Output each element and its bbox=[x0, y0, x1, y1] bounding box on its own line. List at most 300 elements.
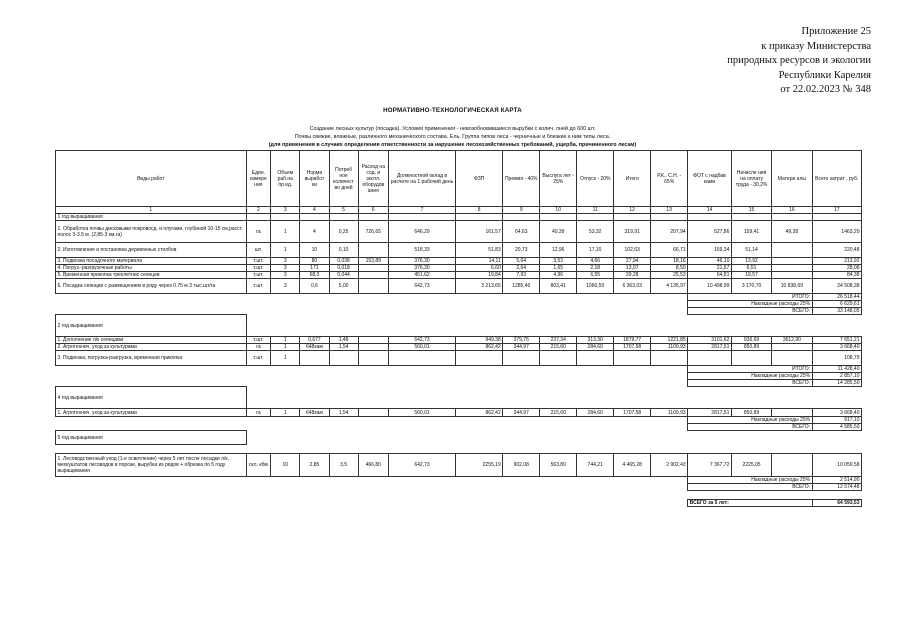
cell-unit: т.шт. bbox=[246, 265, 271, 272]
empty-cell bbox=[614, 387, 651, 409]
cell-vac: 284,60 bbox=[577, 344, 614, 351]
spacer-row bbox=[56, 445, 862, 454]
column-number: 13 bbox=[651, 207, 688, 214]
year-label: 2 год выращивания bbox=[56, 315, 247, 337]
empty-cell bbox=[329, 214, 358, 221]
cell-mat bbox=[772, 344, 812, 351]
cell-exp bbox=[358, 344, 388, 351]
cell-vac: 6,55 bbox=[577, 272, 614, 279]
document-title: НОРМАТИВНО-ТЕХНОЛОГИЧЕСКАЯ КАРТА bbox=[383, 107, 522, 114]
table-row bbox=[56, 221, 862, 243]
cell-norm bbox=[300, 351, 329, 366]
empty-cell bbox=[688, 387, 732, 409]
empty-cell bbox=[577, 387, 614, 409]
empty-cell bbox=[688, 315, 732, 337]
cell-tot: 27,94 bbox=[614, 258, 651, 265]
cell-mat bbox=[772, 454, 812, 477]
cell-rk: 207,94 bbox=[651, 221, 688, 243]
column-number: 9 bbox=[503, 207, 540, 214]
column-number: 3 bbox=[271, 207, 300, 214]
cell-mat bbox=[772, 265, 812, 272]
empty-cell bbox=[358, 214, 388, 221]
table-row bbox=[56, 344, 862, 351]
empty-cell bbox=[246, 315, 271, 337]
cell-bonus: 5,64 bbox=[503, 258, 540, 265]
overhead-row bbox=[56, 373, 862, 380]
cell-rk: 8,50 bbox=[651, 265, 688, 272]
empty-cell bbox=[388, 315, 455, 337]
cell-sen: 3,53 bbox=[540, 258, 577, 265]
cell-sum: 213,92 bbox=[812, 258, 861, 265]
cell-exp bbox=[358, 265, 388, 272]
spacer-row bbox=[56, 491, 862, 500]
empty-cell bbox=[651, 387, 688, 409]
empty-cell bbox=[731, 214, 771, 221]
cell-vac bbox=[577, 351, 614, 366]
cell-exp bbox=[358, 279, 388, 294]
cell-name: 5. Временная прикопка трехлетних сеянцев bbox=[56, 272, 247, 279]
cell-exp bbox=[358, 272, 388, 279]
empty-cell bbox=[358, 431, 388, 445]
cell-acc: 936,69 bbox=[731, 337, 771, 344]
itogo-row-label: ИТОГО: bbox=[688, 294, 812, 301]
spacer-cell bbox=[56, 424, 688, 431]
column-number: 17 bbox=[812, 207, 861, 214]
cell-fot: 527,86 bbox=[688, 221, 732, 243]
cell-unit: га bbox=[246, 344, 271, 351]
cell-fot bbox=[688, 351, 732, 366]
empty-cell bbox=[772, 214, 812, 221]
cell-vac: 1060,50 bbox=[577, 279, 614, 294]
empty-cell bbox=[456, 387, 503, 409]
cell-unit: т.шт. bbox=[246, 337, 271, 344]
empty-cell bbox=[246, 431, 271, 445]
cell-sum: 220,48 bbox=[812, 243, 861, 258]
cell-sen: 1,65 bbox=[540, 265, 577, 272]
cell-mat: 49,28 bbox=[772, 221, 812, 243]
overhead-row-value: 917,10 bbox=[812, 417, 861, 424]
vsego-row-value: 4 585,50 bbox=[812, 424, 861, 431]
appendix-block bbox=[681, 25, 871, 98]
vsego-row-value: 33 148,05 bbox=[812, 308, 861, 315]
empty-cell bbox=[651, 315, 688, 337]
expense-col-header: Расход на сод. и экспл. оборудов ания bbox=[358, 151, 388, 207]
cell-fot: 7 367,72 bbox=[688, 454, 732, 477]
cell-sen: 563,80 bbox=[540, 454, 577, 477]
empty-cell bbox=[540, 214, 577, 221]
cell-exp bbox=[358, 243, 388, 258]
cell-vac: 313,30 bbox=[577, 337, 614, 344]
cell-days: 1,48 bbox=[329, 337, 358, 344]
vsego-row-label: ВСЕГО: bbox=[688, 484, 812, 491]
itogo-row-label: ИТОГО: bbox=[688, 366, 812, 373]
cell-rk: 18,16 bbox=[651, 258, 688, 265]
cell-tot bbox=[614, 351, 651, 366]
appendix-line: Республики Карелия bbox=[778, 69, 871, 81]
header-row bbox=[56, 151, 862, 207]
table-row bbox=[56, 454, 862, 477]
cell-vol: 1 bbox=[271, 351, 300, 366]
cell-acc: 3 170,70 bbox=[731, 279, 771, 294]
cell-name: 1. Лесоводственный уход (1-е осветление) через 5 лет после посадки л/к, мехкуштатов лесоводов в порозе, вырубка из рядов + обрезка по 5 году выращивания bbox=[56, 454, 247, 477]
cell-name: 1. Дополнение л/к сеянцами bbox=[56, 337, 247, 344]
year-header-row bbox=[56, 315, 862, 337]
cell-exp bbox=[358, 337, 388, 344]
empty-cell bbox=[329, 387, 358, 409]
cost-table bbox=[55, 150, 862, 507]
materials-col-header: Матери алы bbox=[772, 151, 812, 207]
spacer-cell bbox=[56, 445, 862, 454]
empty-cell bbox=[577, 431, 614, 445]
cell-days: 5,00 bbox=[329, 279, 358, 294]
seniority-col-header: Выслуга лет - 25% bbox=[540, 151, 577, 207]
cell-mat bbox=[772, 409, 812, 417]
overhead-row-label: Накладные расходы 25% bbox=[688, 373, 812, 380]
cell-sen: 803,41 bbox=[540, 279, 577, 294]
cell-bonus: 379,75 bbox=[503, 337, 540, 344]
rk-col-header: Р.К., С.Н. - 65% bbox=[651, 151, 688, 207]
cell-norm: 68,3 bbox=[300, 272, 329, 279]
cell-vol: 10 bbox=[271, 454, 300, 477]
spacer-cell bbox=[56, 500, 688, 507]
grand-total-row-value: 64 593,53 bbox=[812, 500, 861, 507]
cell-tot: 1707,58 bbox=[614, 344, 651, 351]
cell-days: 0,018 bbox=[329, 265, 358, 272]
cell-norm: 2,85 bbox=[300, 454, 329, 477]
cell-unit: га bbox=[246, 409, 271, 417]
cell-tot: 39,28 bbox=[614, 272, 651, 279]
column-number: 14 bbox=[688, 207, 732, 214]
itogo-row-value: 26 518,44 bbox=[812, 294, 861, 301]
cell-acc: 51,14 bbox=[731, 243, 771, 258]
cell-unit: т.шт. bbox=[246, 279, 271, 294]
empty-cell bbox=[271, 214, 300, 221]
cell-vol: 1 bbox=[271, 243, 300, 258]
column-numbers-row bbox=[56, 207, 862, 214]
table-row bbox=[56, 272, 862, 279]
cell-days: 0,25 bbox=[329, 221, 358, 243]
cell-fzp: 19,84 bbox=[456, 272, 503, 279]
cell-vac: 4,66 bbox=[577, 258, 614, 265]
cell-fot: 64,81 bbox=[688, 272, 732, 279]
cell-sen bbox=[540, 351, 577, 366]
cell-name: 6. Посадка сеянцев с размещением в ряду через 0.75 м 3 тыс.шт/га bbox=[56, 279, 247, 294]
cell-name: 2. Изготовление и постановка деревянных столбов bbox=[56, 243, 247, 258]
cell-vol: 1 bbox=[271, 409, 300, 417]
work-col-header: Виды работ bbox=[56, 151, 247, 207]
empty-cell bbox=[358, 387, 388, 409]
cell-mat bbox=[772, 258, 812, 265]
itogo-row bbox=[56, 294, 862, 301]
cell-sal: 376,30 bbox=[388, 258, 455, 265]
cell-vac: 284,60 bbox=[577, 409, 614, 417]
salary-col-header: Должностной оклад в расчете на 1 рабочий день bbox=[388, 151, 455, 207]
cell-sum: 10 059,58 bbox=[812, 454, 861, 477]
cell-name: 1. Агротехнич. уход за культурами bbox=[56, 409, 247, 417]
cell-sen: 237,34 bbox=[540, 337, 577, 344]
cell-sal: 560,01 bbox=[388, 409, 455, 417]
cell-fzp: 161,57 bbox=[456, 221, 503, 243]
cell-acc: 850,89 bbox=[731, 344, 771, 351]
vacation-col-header: Отпуск - 20% bbox=[577, 151, 614, 207]
year-label: 4 год выращивания bbox=[56, 387, 247, 409]
cell-rk: 66,71 bbox=[651, 243, 688, 258]
empty-cell bbox=[456, 214, 503, 221]
spacer-cell bbox=[56, 417, 688, 424]
table-row bbox=[56, 243, 862, 258]
cell-acc: 13,92 bbox=[731, 258, 771, 265]
column-number: 7 bbox=[388, 207, 455, 214]
cell-fzp: 14,11 bbox=[456, 258, 503, 265]
overhead-row bbox=[56, 301, 862, 308]
cell-rk: 2 902,43 bbox=[651, 454, 688, 477]
column-number: 8 bbox=[456, 207, 503, 214]
cell-unit: т.шт. bbox=[246, 351, 271, 366]
cell-sal: 642,73 bbox=[388, 454, 455, 477]
empty-cell bbox=[812, 431, 861, 445]
cell-name: 4. Погруз.-разгрузочные работы bbox=[56, 265, 247, 272]
empty-cell bbox=[300, 315, 329, 337]
cell-fot: 46,10 bbox=[688, 258, 732, 265]
empty-cell bbox=[772, 431, 812, 445]
empty-cell bbox=[300, 431, 329, 445]
itogo-row bbox=[56, 366, 862, 373]
cell-bonus: 64,63 bbox=[503, 221, 540, 243]
cell-vol: 1 bbox=[271, 344, 300, 351]
cell-exp bbox=[358, 351, 388, 366]
empty-cell bbox=[651, 431, 688, 445]
cell-days bbox=[329, 351, 358, 366]
cell-acc: 850,89 bbox=[731, 409, 771, 417]
total-col-header: Итого bbox=[614, 151, 651, 207]
empty-cell bbox=[614, 214, 651, 221]
empty-cell bbox=[731, 431, 771, 445]
empty-cell bbox=[812, 387, 861, 409]
cell-vac: 2,18 bbox=[577, 265, 614, 272]
cell-name: 3. Подвозка, погрузка-разгрузка, временная прикопка bbox=[56, 351, 247, 366]
cell-unit: т.шт. bbox=[246, 272, 271, 279]
cell-fzp: 862,42 bbox=[456, 409, 503, 417]
empty-cell bbox=[688, 214, 732, 221]
spacer-cell bbox=[56, 301, 688, 308]
empty-cell bbox=[358, 315, 388, 337]
spacer-cell bbox=[56, 308, 688, 315]
vsego-row bbox=[56, 484, 862, 491]
vsego-row bbox=[56, 308, 862, 315]
fot-col-header: ФОТ с надбав ками bbox=[688, 151, 732, 207]
overhead-row-label: Накладные расходы 25% bbox=[688, 477, 812, 484]
cell-norm: 171 bbox=[300, 265, 329, 272]
empty-cell bbox=[503, 431, 540, 445]
bonus-col-header: Премия - 40% bbox=[503, 151, 540, 207]
empty-cell bbox=[503, 315, 540, 337]
overhead-row-label: Накладные расходы 25% bbox=[688, 417, 812, 424]
column-number: 11 bbox=[577, 207, 614, 214]
cell-fot: 2817,51 bbox=[688, 409, 732, 417]
cell-fot: 2817,51 bbox=[688, 344, 732, 351]
appendix-line: природных ресурсов и экологии bbox=[727, 55, 871, 66]
cell-name: 3. Подвозка посадочного материала bbox=[56, 258, 247, 265]
cell-sal: 376,30 bbox=[388, 265, 455, 272]
itogo-row-value: 11 428,40 bbox=[812, 366, 861, 373]
table-row bbox=[56, 351, 862, 366]
cell-exp: 153,89 bbox=[358, 258, 388, 265]
cell-unit: т.шт. bbox=[246, 258, 271, 265]
cell-sen: 215,60 bbox=[540, 344, 577, 351]
cell-acc bbox=[731, 351, 771, 366]
norm-col-header: Норма выработ ки bbox=[300, 151, 329, 207]
empty-cell bbox=[388, 214, 455, 221]
appendix-line: к приказу Министерства bbox=[761, 40, 871, 52]
cell-sal: 451,62 bbox=[388, 272, 455, 279]
year-label: 5 год выращивания bbox=[56, 431, 247, 445]
cell-sum: 3 668,40 bbox=[812, 344, 861, 351]
year-header-row bbox=[56, 387, 862, 409]
cell-tot: 6 363,03 bbox=[614, 279, 651, 294]
cell-days: 1,54 bbox=[329, 344, 358, 351]
cell-rk: 25,53 bbox=[651, 272, 688, 279]
cell-sen: 4,96 bbox=[540, 272, 577, 279]
cell-sal: 646,29 bbox=[388, 221, 455, 243]
appendix-line: Приложение 25 bbox=[801, 26, 871, 37]
vsego-row-value: 12 574,48 bbox=[812, 484, 861, 491]
table-row bbox=[56, 258, 862, 265]
cell-rk bbox=[651, 351, 688, 366]
cell-sen: 12,96 bbox=[540, 243, 577, 258]
overhead-row-value: 6 629,61 bbox=[812, 301, 861, 308]
table-row bbox=[56, 337, 862, 344]
empty-cell bbox=[456, 431, 503, 445]
cell-sal bbox=[388, 351, 455, 366]
cell-tot: 4 465,28 bbox=[614, 454, 651, 477]
cell-bonus: 1285,46 bbox=[503, 279, 540, 294]
cell-sum: 84,38 bbox=[812, 272, 861, 279]
vsego-row-value: 14 285,50 bbox=[812, 380, 861, 387]
overhead-row-label: Накладные расходы 25% bbox=[688, 301, 812, 308]
empty-cell bbox=[246, 387, 271, 409]
empty-cell bbox=[329, 431, 358, 445]
table-row bbox=[56, 265, 862, 272]
cell-vol: 1 bbox=[271, 221, 300, 243]
cell-norm: 4 bbox=[300, 221, 329, 243]
cell-acc: 6,51 bbox=[731, 265, 771, 272]
vsego-row-label: ВСЕГО: bbox=[688, 380, 812, 387]
column-number: 2 bbox=[246, 207, 271, 214]
cell-bonus bbox=[503, 351, 540, 366]
empty-cell bbox=[651, 214, 688, 221]
cell-bonus: 2,64 bbox=[503, 265, 540, 272]
cell-rk: 1221,85 bbox=[651, 337, 688, 344]
cell-mat: 10 838,69 bbox=[772, 279, 812, 294]
spacer-cell bbox=[56, 380, 688, 387]
overhead-row bbox=[56, 417, 862, 424]
cell-tot: 319,91 bbox=[614, 221, 651, 243]
cell-norm: 10 bbox=[300, 243, 329, 258]
column-number: 6 bbox=[358, 207, 388, 214]
empty-cell bbox=[503, 214, 540, 221]
cell-vol: 1 bbox=[271, 337, 300, 344]
empty-cell bbox=[731, 387, 771, 409]
cell-rk: 1109,93 bbox=[651, 409, 688, 417]
cell-exp: 466,80 bbox=[358, 454, 388, 477]
cell-rk: 4 135,97 bbox=[651, 279, 688, 294]
empty-cell bbox=[388, 387, 455, 409]
overhead-row bbox=[56, 477, 862, 484]
cell-fot: 3101,62 bbox=[688, 337, 732, 344]
cell-unit: га bbox=[246, 221, 271, 243]
cell-sum: 3 668,40 bbox=[812, 409, 861, 417]
cell-fzp: 2255,19 bbox=[456, 454, 503, 477]
cell-vol: 3 bbox=[271, 265, 300, 272]
year-header-row bbox=[56, 214, 862, 221]
cell-tot: 102,63 bbox=[614, 243, 651, 258]
vsego-row-label: ВСЕГО: bbox=[688, 424, 812, 431]
empty-cell bbox=[540, 387, 577, 409]
vsego-row bbox=[56, 380, 862, 387]
empty-cell bbox=[388, 431, 455, 445]
cell-bonus: 20,73 bbox=[503, 243, 540, 258]
spacer-cell bbox=[56, 294, 688, 301]
cell-bonus: 902,08 bbox=[503, 454, 540, 477]
year-label: 1 год выращивания bbox=[56, 214, 247, 221]
cell-exp bbox=[358, 409, 388, 417]
empty-cell bbox=[772, 387, 812, 409]
cell-sal: 642,73 bbox=[388, 337, 455, 344]
empty-cell bbox=[577, 315, 614, 337]
cell-tot: 1707,58 bbox=[614, 409, 651, 417]
cell-unit: шт. bbox=[246, 243, 271, 258]
spacer-cell bbox=[56, 477, 688, 484]
vsego-row bbox=[56, 424, 862, 431]
cell-norm: 648кам bbox=[300, 344, 329, 351]
cell-fot: 169,34 bbox=[688, 243, 732, 258]
empty-cell bbox=[503, 387, 540, 409]
cell-sen: 215,60 bbox=[540, 409, 577, 417]
cell-sum: 7 651,21 bbox=[812, 337, 861, 344]
empty-cell bbox=[812, 214, 861, 221]
days-col-header: Потреб ное количест во дней bbox=[329, 151, 358, 207]
cell-mat: 3612,90 bbox=[772, 337, 812, 344]
empty-cell bbox=[300, 387, 329, 409]
cell-mat bbox=[772, 272, 812, 279]
spacer-cell bbox=[56, 484, 688, 491]
cell-exp: 726,65 bbox=[358, 221, 388, 243]
cell-days: 0,10 bbox=[329, 243, 358, 258]
empty-cell bbox=[688, 431, 732, 445]
appendix-line: от 22.02.2023 № 348 bbox=[780, 84, 871, 95]
cell-sal: 518,33 bbox=[388, 243, 455, 258]
cell-tot: 13,07 bbox=[614, 265, 651, 272]
cell-fzp bbox=[456, 351, 503, 366]
empty-cell bbox=[329, 315, 358, 337]
subtitle-soils: Почвы свежие, влажные, различного механического состава. Ель. Группа типов леса - черничные и близкие к ним типы леса. bbox=[294, 134, 611, 140]
cell-vol: 3 bbox=[271, 279, 300, 294]
cell-fot: 21,57 bbox=[688, 265, 732, 272]
year-header-row bbox=[56, 431, 862, 445]
cell-acc: 159,41 bbox=[731, 221, 771, 243]
cell-vac: 744,21 bbox=[577, 454, 614, 477]
subtitle-application: (для применения в случаях определения ответственности за нарушение лесохозяйственных требований, ущерба, причиненного лесам) bbox=[268, 142, 637, 148]
empty-cell bbox=[812, 315, 861, 337]
cell-name: 1. Обработка почвы дисковыми покровосд. и плугами, глубиной 10-15 см,расст. полос 3-3.5 м. (2,85-3 км.га) bbox=[56, 221, 247, 243]
spacer-cell bbox=[56, 491, 862, 500]
cell-fot: 10 498,99 bbox=[688, 279, 732, 294]
empty-cell bbox=[300, 214, 329, 221]
cell-sum: 108,79 bbox=[812, 351, 861, 366]
cell-mat bbox=[772, 243, 812, 258]
overhead-row-value: 2 857,10 bbox=[812, 373, 861, 380]
cell-unit: скл. кбм bbox=[246, 454, 271, 477]
